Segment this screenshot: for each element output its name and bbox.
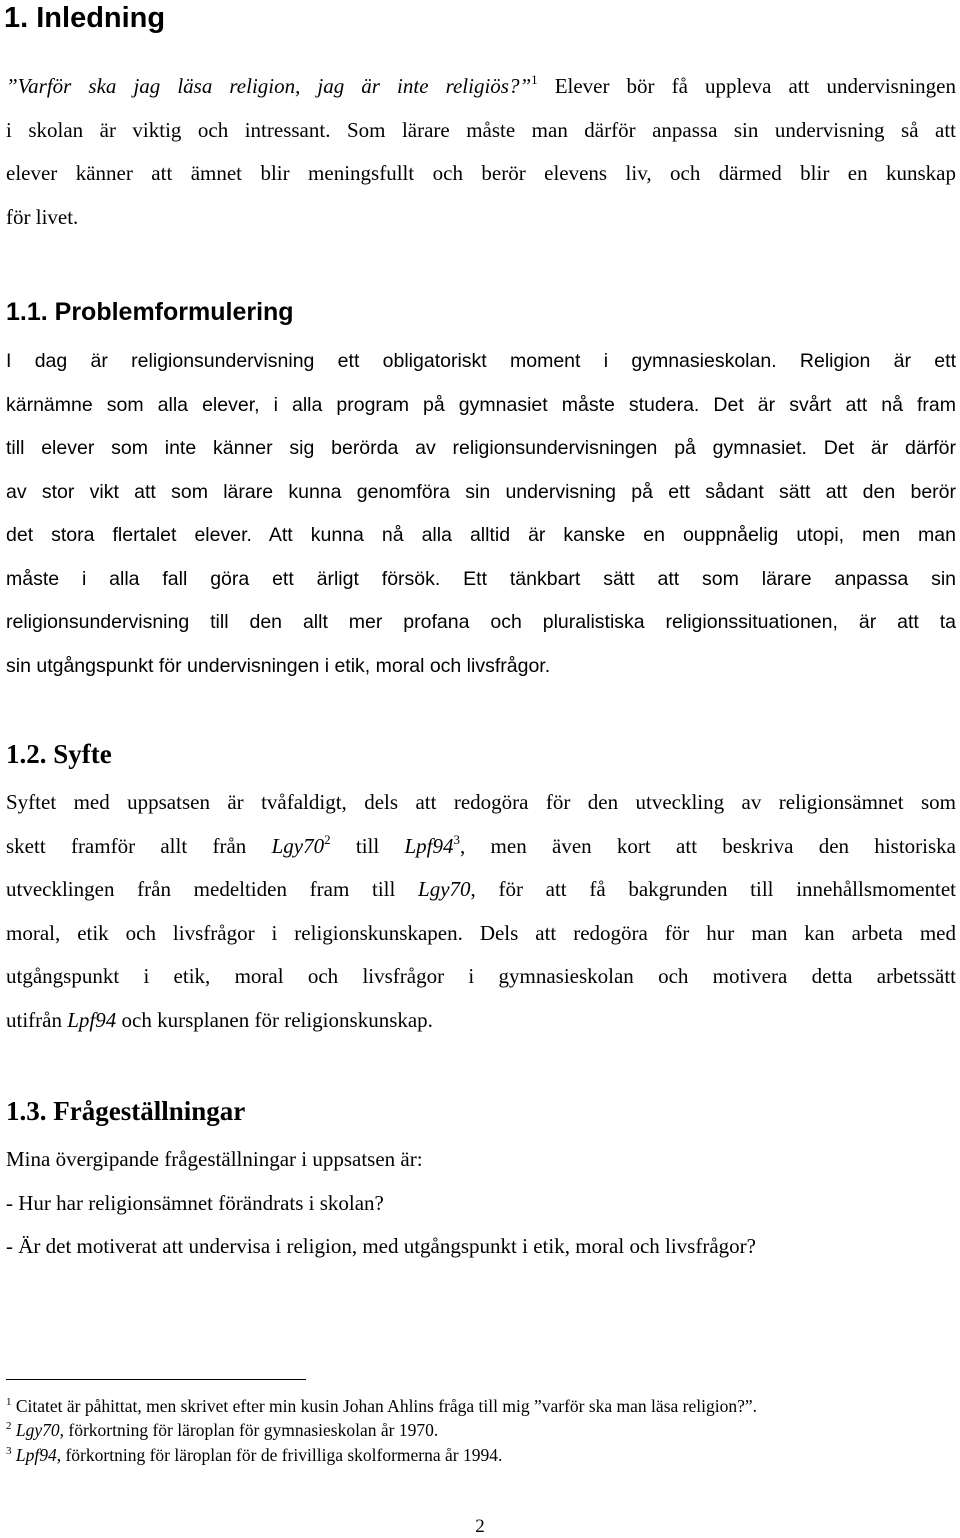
chapter-heading: 1. Inledning xyxy=(4,2,166,34)
question-item: - Är det motiverat att undervisa i religion, med utgångspunkt i etik, moral och livsfrågor? xyxy=(6,1234,756,1258)
intro-line-1-text: Elever bör få uppleva att undervisningen xyxy=(537,74,956,98)
lgy70-term: Lgy70 xyxy=(271,833,325,858)
footnote-number: 3 xyxy=(6,1445,12,1457)
purpose-text: , men även kort att beskriva den historiska xyxy=(460,833,957,858)
purpose-line-2 xyxy=(6,825,956,869)
purpose-line-6 xyxy=(6,999,956,1043)
page-number: 2 xyxy=(475,1516,485,1537)
purpose-line-5: utgångspunkt i etik, moral och livsfrågor i gymnasieskolan och motivera detta arbetssätt xyxy=(6,964,956,988)
purpose-text: utvecklingen från medeltiden fram till xyxy=(6,877,419,901)
problem-line: det stora flertalet elever. Att kunna nå alla alltid är kanske en ouppnåelig utopi, men man xyxy=(6,524,956,546)
footnote-term: Lgy70 xyxy=(15,1420,60,1440)
footnote-term: Lpf94 xyxy=(15,1445,57,1465)
problem-line: till elever som inte känner sig berörda av religionsundervisningen på gymnasiet. Det är därför xyxy=(6,437,956,459)
lpf94-term: Lpf94 xyxy=(67,1007,117,1032)
purpose-line-4: moral, etik och livsfrågor i religionskunskapen. Dels att redogöra för hur man kan arbeta med xyxy=(6,920,956,945)
footnote-text: , förkortning för läroplan för gymnasieskolan år 1970. xyxy=(59,1420,439,1440)
footnote-ref-2[interactable]: 2 xyxy=(324,831,331,847)
purpose-text: utifrån xyxy=(6,1007,68,1032)
intro-paragraph xyxy=(6,65,956,239)
footnote-ref-3[interactable]: 3 xyxy=(453,831,461,847)
purpose-line-3 xyxy=(6,868,956,912)
purpose-text: , för att få bakgrunden till innehållsmomentet xyxy=(470,877,956,901)
section-1-1-title: 1.1. Problemformulering xyxy=(6,298,294,326)
intro-line-3: elever känner att ämnet blir meningsfullt och berör elevens liv, och därmed blir en kunskap xyxy=(6,161,956,185)
problem-paragraph xyxy=(6,340,956,688)
footnote-text: Citatet är påhittat, men skrivet efter min kusin Johan Ahlins fråga till mig ”varför ska man läsa religion?”. xyxy=(15,1396,757,1416)
purpose-paragraph xyxy=(6,781,956,1042)
questions-paragraph xyxy=(6,1138,956,1269)
intro-line-1 xyxy=(6,65,956,109)
question-item: - Hur har religionsämnet förändrats i skolan? xyxy=(6,1190,384,1215)
problem-line: kärnämne som alla elever, i alla program på gymnasiet måste studera. Det är svårt att nå fram xyxy=(6,393,956,416)
section-1-2-title: 1.2. Syfte xyxy=(6,739,112,769)
purpose-text: skett framför allt från xyxy=(6,833,272,858)
lpf94-term: Lpf94 xyxy=(404,833,454,858)
footnote-1 xyxy=(6,1394,757,1418)
footnote-number: 2 xyxy=(6,1420,12,1432)
footnote-ref-1[interactable]: 1 xyxy=(531,72,538,87)
intro-quote: ”Varför ska jag läsa religion, jag är inte religiös?” xyxy=(6,74,532,98)
problem-line: I dag är religionsundervisning ett obligatoriskt moment i gymnasieskolan. Religion är ett xyxy=(6,350,956,372)
purpose-line-1: Syftet med uppsatsen är tvåfaldigt, dels att redogöra för den utveckling av religionsämnet som xyxy=(6,790,956,814)
problem-line: sin utgångspunkt för undervisningen i etik, moral och livsfrågor. xyxy=(6,654,551,677)
problem-line: religionsundervisning till den allt mer profana och pluralistiska religionssituationen, är att ta xyxy=(6,611,956,633)
problem-line: måste i alla fall göra ett ärligt försök. Ett tänkbart sätt att som lärare anpassa sin xyxy=(6,567,956,590)
lgy70-term: Lgy70 xyxy=(418,877,471,901)
section-1-3-title: 1.3. Frågeställningar xyxy=(6,1096,246,1126)
footnote-text: , förkortning för läroplan för de frivilliga skolformerna år 1994. xyxy=(56,1445,503,1465)
footnote-number: 1 xyxy=(6,1396,12,1408)
purpose-text: och kursplanen för religionskunskap. xyxy=(116,1007,433,1032)
problem-line: av stor vikt att som lärare kunna genomföra sin undervisning på ett sådant sätt att den berör xyxy=(6,480,956,503)
footnote-separator xyxy=(6,1379,306,1380)
purpose-text: till xyxy=(330,833,405,858)
intro-line-2: i skolan är viktig och intressant. Som lärare måste man därför anpassa sin undervisning så att xyxy=(6,117,956,142)
questions-intro: Mina övergipande frågeställningar i uppsatsen är: xyxy=(6,1147,423,1171)
footnote-2 xyxy=(6,1418,438,1442)
footnote-3 xyxy=(6,1443,502,1467)
intro-line-4: för livet. xyxy=(6,204,79,229)
